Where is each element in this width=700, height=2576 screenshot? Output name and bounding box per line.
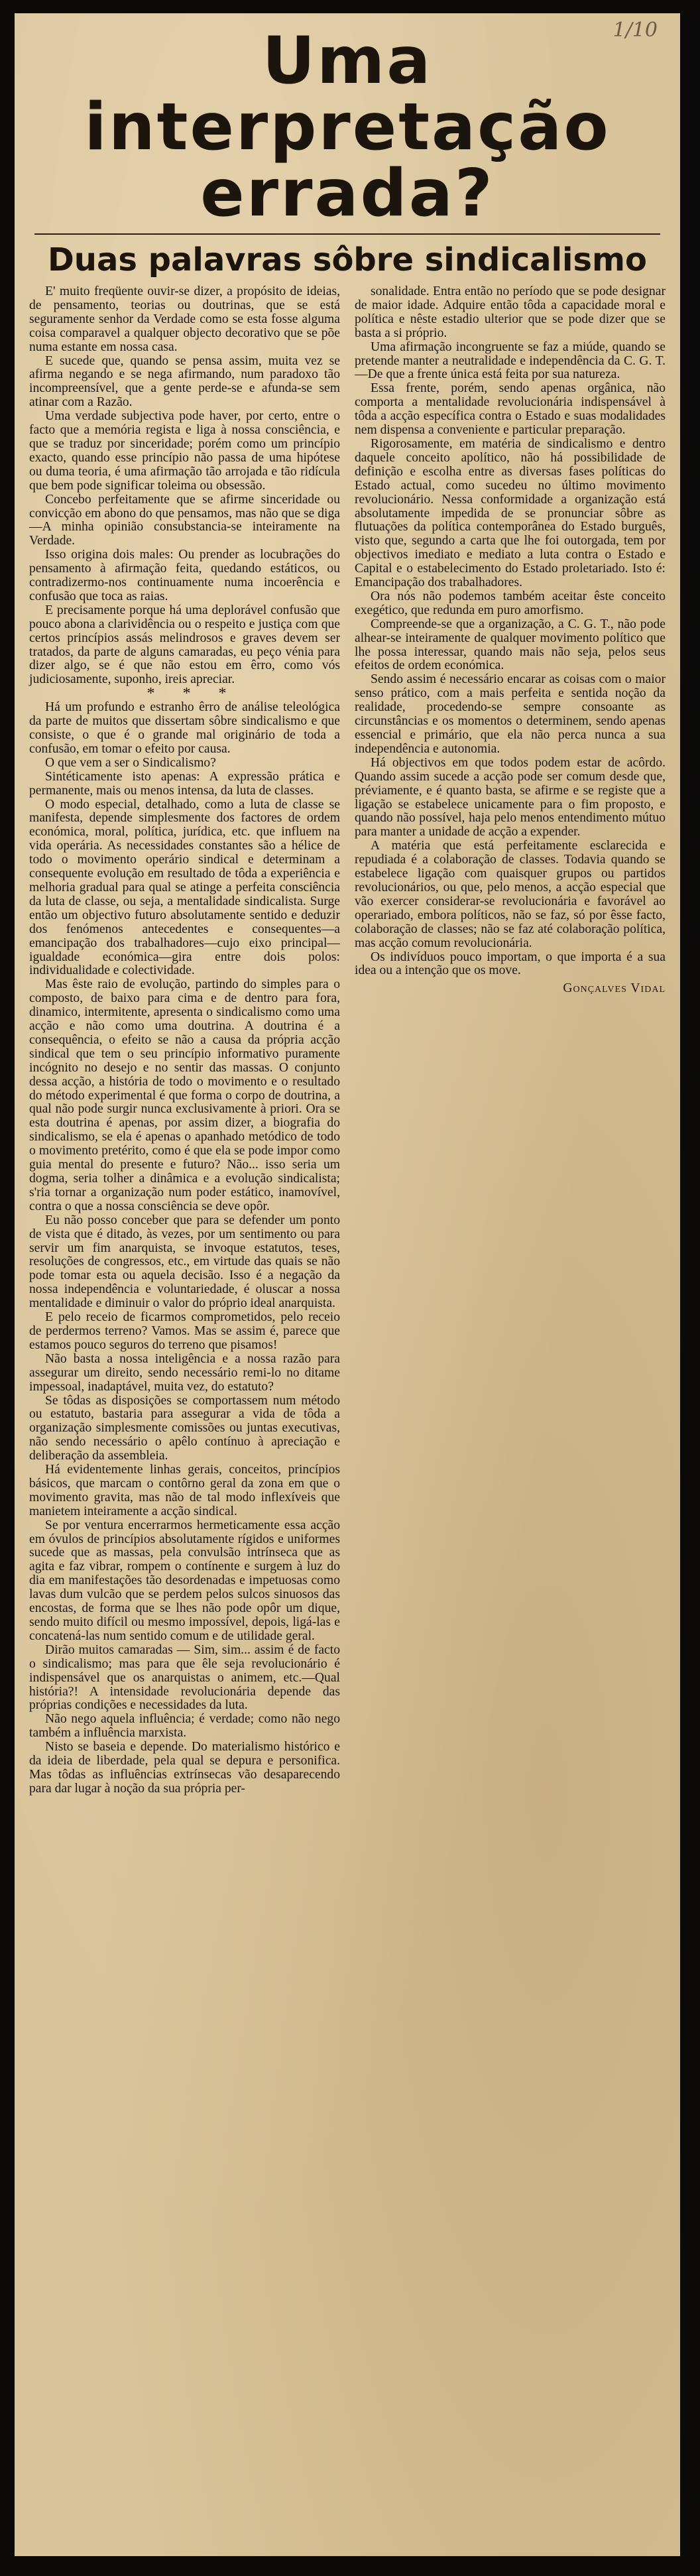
section-separator: * * * [146,685,239,703]
paragraph: Uma afirmação incongruente se faz a miúde, quando se pretende manter a neutralidade e independência da C. G. T.—De que a frente única está feita por sua natureza. [355,339,666,382]
paragraph: Concebo perfeitamente que se afirme sinceridade ou convicção em abono do que pensamos, mas não que se diga—A minha opinião consubstancia-se inteiramente na Verdade. [29,492,340,548]
paragraph: Ora nós não podemos também aceitar êste conceito exegético, que redunda em puro amorfismo. [355,589,666,617]
paragraph: Isso origina dois males: Ou prender as locubrações do pensamento à afirmação feita, quedando estáticos, ou contradizermo-nos continuamente numa incoerência e confusão que toca as raias. [29,548,340,603]
paragraph: Compreende-se que a organização, a C. G. T., não pode alhear-se inteiramente de qualquer movimento político que lhe possa interessar, quando mais não seja, pelos seus efeitos de ordem económica. [355,617,666,673]
paragraph: Há evidentemente linhas gerais, conceitos, princípios básicos, que marcam o contôrno geral da zona em que o movimento gravita, mas não de tal modo inflexíveis que manietem inteiramente a acção sindical. [29,1463,340,1518]
paragraph: Há um profundo e estranho êrro de análise teleológica da parte de muitos que dissertam sôbre sindicalismo e que consiste, o que é o grande mal originário de toda a confusão, em tomar o efeito por causa. [29,700,340,756]
newspaper-clipping [15,13,680,2556]
paragraph: Essa frente, porém, sendo apenas orgânica, não comporta a mentalidade revolucionária indispensável à tôda a acção específica contra o Estado e suas modalidades nem dispensa a conveniente e particular preparação. [355,381,666,438]
paragraph: Se por ventura encerrarmos hermeticamente essa acção em óvulos de princípios absolutamente rígidos e uniformes sucede que as massas, pela convulsão intrínseca que as agita e faz vibrar, rompem o contínente e surgem à luz do dia em manifestações tão desordenadas e impetuosas como lavas dum vulcão que se perdem pelos sulcos sinuosos das encostas, de forma que se lhes não pode opôr um dique, sendo muito difícil ou mesmo impossível, depois, ligá-las e concatená-las num sentido comum e de utilidade geral. [29,1518,340,1643]
paragraph: Os indivíduos pouco importam, o que importa é a sua idea ou a intenção que os move. [355,950,666,978]
paragraph: Sintéticamente isto apenas: A expressão prática e permanente, mais ou menos intensa, da luta de classes. [29,769,340,798]
divider [34,233,660,235]
paragraph: Há objectivos em que todos podem estar de acôrdo. Quando assim sucede a acção pode ser comum desde que, préviamente, e é quanto basta, se afirme e se registe que a ligação se estabelece unicamente para o fim proposto, e quando não possível, haja pelo menos entendimento mútuo para manter a unidade de acção a expender. [355,755,666,839]
paragraph: Nisto se baseia e depende. Do materialismo histórico e da ideia de liberdade, pela qual se depura e personifica. Mas tôdas as influências extrínsecas vão desaparecendo para dar lugar à noção da sua própria per- [29,1740,340,1796]
paragraph: Não nego aquela influência; é verdade; como não nego também a influência marxista. [29,1712,340,1741]
paragraph: Mas êste raio de evolução, partindo do simples para o composto, de baixo para cima e de dentro para fora, dinamico, intermitente, apresenta o sindicalismo como uma acção e não como uma doutrina. A doutrina é a consequência, o efeito se não a causa da própria acção sindical que tem o seu princípio informativo puramente incógnito no desejo e no sentir das massas. O conjunto dessa acção, a história de todo o movimento e o resultado do método experimental é que forma o corpo de doutrina, a qual não pode surgir nunca exclusivamente à priori. Ora se esta doutrina é apenas, por assim dizer, a biografia do sindicalismo, se ela é apenas o apanhado metódico de todo o movimento pretérito, como é que ela se pode impor como guia mental do presente e futuro? Não... isso seria um dogma, seria tolher a dinâmica e a evolução sindicalista; s'ria tornar a organização num poder estático, inamovível, contra o que a nossa consciência se deve opôr. [29,977,340,1213]
paragraph: Sendo assim é necessário encarar as coisas com o maior senso prático, com a mais perfeita e sentida noção da realidade, procedendo-se sempre consoante as circunstâncias e os momentos o determinem, sendo apenas essencial e primário, que ela não perca nunca a sua independência e autonomia. [355,672,666,756]
article-body [15,285,680,1796]
paragraph: sonalidade. Entra então no período que se pode designar de maior idade. Adquire então tôda a capacidade moral e política e nêste estadio ulterior que se pode dizer que se basta a si próprio. [355,284,666,340]
paragraph: Uma verdade subjectiva pode haver, por certo, entre o facto que a memória regista e liga à nossa consciência, e que se traduz por sinceridade; porém como um princípio exacto, quando esse princípio não passa de uma hipótese ou duma teoria, é uma afirmação tão arrojada e tão ridícula que bem pode significar toleima ou obsessão. [29,409,340,493]
handwritten-note: 1/10 [612,19,658,42]
paragraph: Não basta a nossa inteligência e a nossa razão para assegurar um direito, sendo necessário remi-lo no ditame impessoal, inadaptável, muita vez, do estatuto? [29,1351,340,1394]
paragraph: E' muito freqüente ouvir-se dizer, a propósito de ideias, de pensamento, teorias ou doutrinas, que se está seguramente senhor da Verdade como se esta fosse alguma coisa comparavel a qualquer objecto decorativo que se põe numa estante em nossa casa. [29,284,340,354]
paragraph: E pelo receio de ficarmos comprometidos, pelo receio de perdermos terreno? Vamos. Mas se assim é, parece que estamos pouco seguros do terreno que pisamos! [29,1310,340,1352]
paragraph: E sucede que, quando se pensa assim, muita vez se afirma negando e se nega afirmando, num paradoxo tão incompreensível, que a gente perde-se e afunda-se sem atinar com a Razão. [29,353,340,410]
paragraph: O modo especial, detalhado, como a luta de classe se manifesta, depende simplesmente dos factores de ordem económica, moral, política, jurídica, etc. que influem na vida operária. As necessidades constantes são a hélice de todo o movimento operário sindical e determinam a consequente evolução em resultado de tôda a experiência e melhoria gradual para qual se atinge a perfeita consciência da luta de classe, ou seja, a mentalidade sindicalista. Surge então um objectivo futuro absolutamente sentido e deduzir dos fenómenos antecedentes e consequentes—a emancipação dos trabalhadores—cujo eixo principal—igualdade económica—gira entre dois polos: individualidade e colectividade. [29,797,340,978]
article-subheadline: Duas palavras sôbre sindicalismo [47,241,648,278]
paragraph: O que vem a ser o Sindicalismo? [45,755,216,770]
paragraph: Rigorosamente, em matéria de sindicalismo e dentro daquele conceito apolítico, não há possibilidade de definição e escolha entre as diversas fases políticas do Estado actual, como sucedeu no último movimento revolucionário. Nessa conformidade a organização está absolutamente impedida de se pronunciar sôbre as flutuações da política contemporânea do Estado burguês, visto que, segundo a carta que lhe foi outorgada, tem por objectivos imediato e mediato a luta contra o Estado e Capital e o estabelecimento do Estado proletariado. Isto é: Emancipação dos trabalhadores. [355,436,666,590]
paragraph: Eu não posso conceber que para se defender um ponto de vista que é ditado, às vezes, por um sentimento ou para servir um fim anarquista, se invoque estatutos, teses, resoluções de congressos, etc., em virtude das quais se não pode tomar esta ou aquela decisão. Isso é a negação da nossa independência e voluntariedade, é oluscar a nossa mentalidade e diminuir o valor do próprio ideal anarquista. [29,1213,340,1311]
left-column [29,285,340,1796]
paragraph: E precisamente porque há uma deplorável confusão que pouco abona a clarividência ou o respeito e justiça com que certos princípios assás melindrosos e graves devem ser tratados, da parte de alguns camaradas, eu peço vénia para dizer algo, se é que não estou em êrro, como vós judiciosamente, suponho, ireis apreciar. [29,603,340,687]
paragraph: A matéria que está perfeitamente esclarecida e repudiada é a colaboração de classes. Todavia quando se estabelece ligação com quaisquer grupos ou partidos revolucionários, ou que, pelo menos, a acção especial que vão exercer considerar-se revolucionária e favorável ao operariado, embora políticos, não se faz, só por êsse facto, colaboração de classes; não se faz até colaboração política, mas acção comum revolucionária. [355,839,666,950]
article-headline: Uma interpretação errada? [84,23,611,231]
author-signature: Gonçalves Vidal [563,981,666,996]
right-column [355,285,666,1796]
paragraph: Se tôdas as disposições se comportassem num método ou estatuto, bastaria para assegurar a vida de tôda a organização simplesmente comissões ou juntas executivas, não sendo necessário o apêlo contínuo à apreciação e deliberação da assembleia. [29,1393,340,1463]
paragraph: Dirão muitos camaradas — Sim, sim... assim é de facto o sindicalismo; mas para que êle seja revolucionário é indispensável que os anarquistas o animem, etc.—Qual história?! A intensidade revolucionária depende das próprias condições e necessidades da luta. [29,1642,340,1713]
